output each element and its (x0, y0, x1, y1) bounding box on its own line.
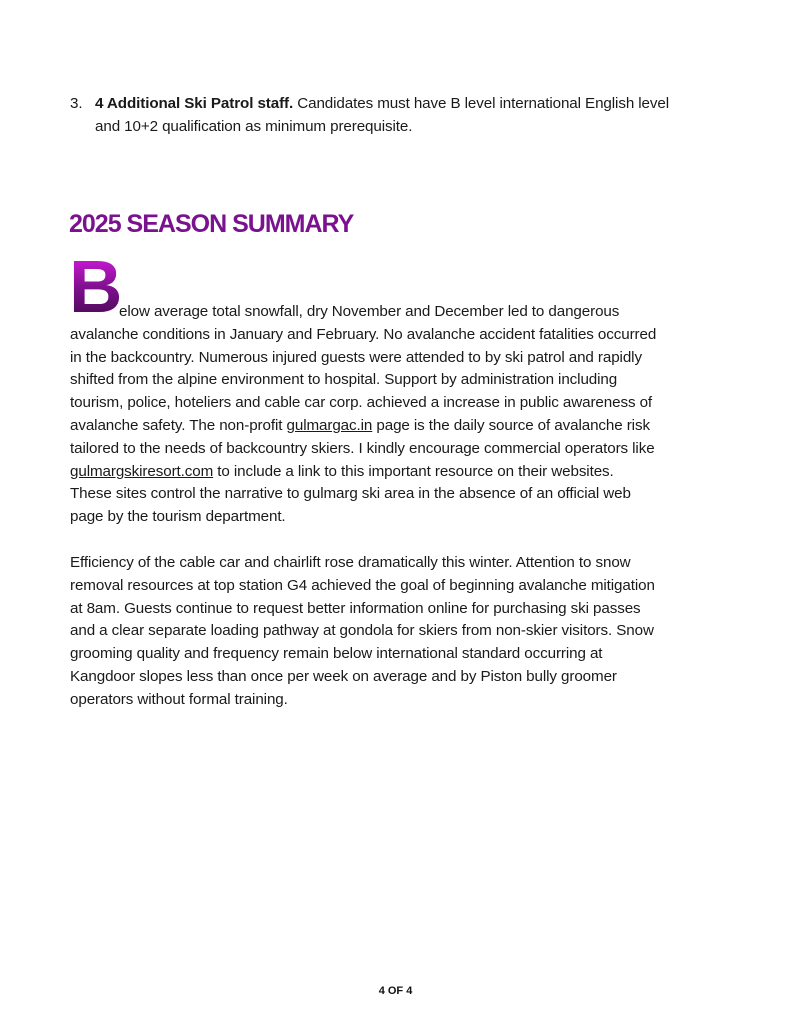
paragraph-line: Kangdoor slopes less than once per week on average and by Piston bully groomer (70, 667, 617, 685)
paragraph-line: operators without formal training. (70, 690, 288, 708)
paragraph-line: These sites control the narrative to gulmarg ski area in the absence of an official web (70, 485, 631, 503)
paragraph-line: and a clear separate loading pathway at gondola for skiers from non-skier visitors. Snow (70, 622, 654, 640)
paragraph-line: tailored to the needs of backcountry skiers. I kindly encourage commercial operators like (70, 439, 655, 457)
list-item-title: 4 Additional Ski Patrol staff. (95, 95, 294, 112)
gulmargac-link[interactable]: gulmargac.in (286, 416, 373, 434)
list-item-body (95, 93, 730, 139)
text-span: to include a link to this important resource on their websites. (213, 462, 614, 480)
summary-paragraph-2 (70, 552, 730, 712)
summary-paragraph-1 (70, 301, 730, 529)
text-span: avalanche safety. The non-profit (70, 416, 287, 434)
paragraph-line: avalanche conditions in January and February. No avalanche accident fatalities occurred (70, 325, 657, 343)
paragraph-line: grooming quality and frequency remain below international standard occurring at (70, 645, 603, 663)
list-number: 3. (70, 95, 83, 112)
paragraph-line: page by the tourism department. (70, 508, 286, 526)
paragraph-line: shifted from the alpine environment to hospital. Support by administration including (70, 371, 618, 389)
paragraph-line: elow average total snowfall, dry November and December led to dangerous (119, 303, 620, 320)
text-span: page is the daily source of avalanche risk (372, 416, 650, 434)
paragraph-line: Efficiency of the cable car and chairlift rose dramatically this winter. Attention to snow (70, 554, 631, 571)
paragraph-line (70, 461, 730, 484)
section-heading: 2025 SEASON SUMMARY (69, 210, 354, 238)
paragraph-line: in the backcountry. Numerous injured guests were attended to by ski patrol and rapidly (70, 348, 642, 366)
paragraph-line: removal resources at top station G4 achieved the goal of beginning avalanche mitigation (70, 576, 655, 594)
list-item-text: Candidates must have B level international English level (293, 95, 670, 112)
drop-cap: B (69, 245, 121, 328)
list-item-ski-patrol (70, 93, 730, 139)
paragraph-line: at 8am. Guests continue to request better information online for purchasing ski passes (70, 599, 641, 617)
paragraph-line: tourism, police, hoteliers and cable car corp. achieved a increase in public awareness of (70, 394, 653, 412)
page-number: 4 OF 4 (378, 985, 413, 997)
list-item-text-2: and 10+2 qualification as minimum prerequisite. (95, 117, 413, 135)
paragraph-line (70, 415, 730, 438)
gulmargskiresort-link[interactable]: gulmargskiresort.com (70, 462, 214, 480)
